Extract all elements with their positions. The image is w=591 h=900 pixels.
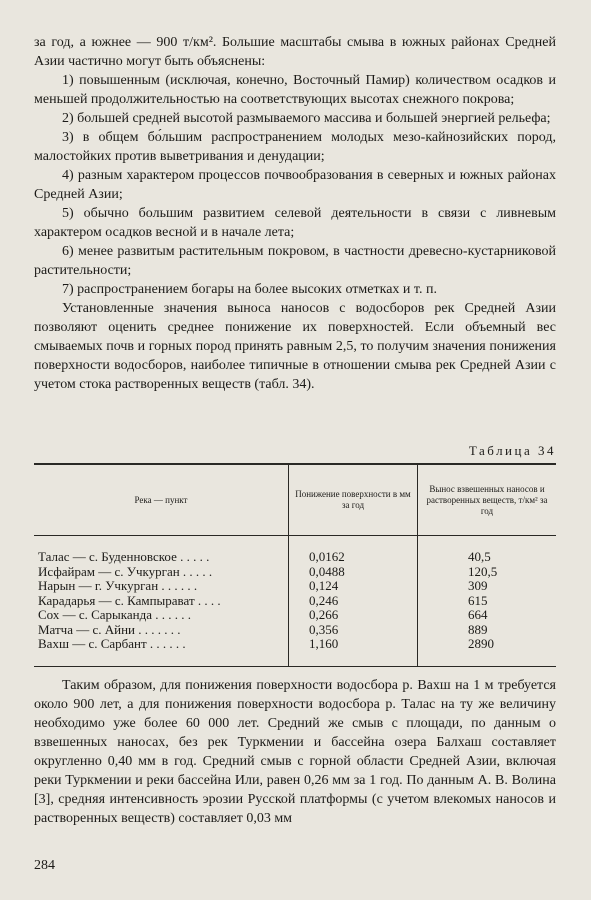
table-row <box>34 579 556 594</box>
table-row <box>34 608 556 623</box>
cell-yield: 664 <box>418 608 557 623</box>
table-34 <box>34 463 556 667</box>
page-number: 284 <box>34 858 55 873</box>
table-row <box>34 623 556 638</box>
list-item: 2) большей средней высотой размываемого массива и большей энергией рельефа; <box>62 111 551 126</box>
cell-river: Вахш — с. Сарбант . . . . . . <box>38 637 186 651</box>
header-river: Река — пункт <box>34 464 289 536</box>
cell-river: Талас — с. Буденновское . . . . . <box>38 549 210 564</box>
bottom-text-block <box>34 676 556 828</box>
cell-yield: 120,5 <box>418 565 557 580</box>
list-item: 4) разным характером процессов почвообразования в северных и южных районах Средней Азии; <box>34 168 556 202</box>
conclusion-paragraph: Таким образом, для понижения поверхности водосбора р. Вахш на 1 м требуется около 900 лет, а для понижения поверхности водосбора р. Талас на ту же величину необходимо уже более 60 000 лет. Средний же смыв с площади, по данным о взвешенных наносах, без рек Туркмении и бассейна озера Балхаш составляет округленно 0,40 мм в год. Средний смыв с горной области Средней Азии, включая реки Туркмении и реки бассейна Или, равен 0,26 мм за 1 год. По данным А. В. Волина [3], средняя интенсивность эрозии Русской платформы (с учетом влекомых наносов и растворенных веществ) составляет 0,03 мм <box>34 678 556 826</box>
data-table <box>34 463 556 667</box>
cell-river: Карадарья — с. Кампырават . . . . <box>38 593 221 608</box>
cell-yield: 40,5 <box>418 536 557 565</box>
cell-lowering: 0,356 <box>289 623 418 638</box>
middle-paragraph: Установленные значения выноса наносов с водосборов рек Средней Азии позволяют оценить среднее понижение их поверхностей. Если объемный вес смываемых почв и горных пород принять равным 2,5, то получим значения понижения поверхности водосборов, наиболее типичные в отношении смыва рек Средней Азии с учетом стока растворенных веществ (табл. 34). <box>34 301 556 392</box>
intro-paragraph: за год, а южнее — 900 т/км². Большие масштабы смыва в южных районах Средней Азии частично могут быть объяснены: <box>34 35 556 69</box>
list-item: 3) в общем бо́льшим распространением молодых мезо-кайнозийских пород, малостойких против выветривания и денудации; <box>34 130 556 164</box>
table-caption: Таблица 34 <box>468 443 556 458</box>
table-row <box>34 536 556 565</box>
list-item: 7) распространением богары на более высоких отметках и т. п. <box>62 282 437 297</box>
cell-lowering: 0,266 <box>289 608 418 623</box>
table-row <box>34 594 556 609</box>
list-item: 6) менее развитым растительным покровом, в частности древесно-кустарниковой растительности; <box>34 244 556 278</box>
cell-lowering: 0,124 <box>289 579 418 594</box>
cell-yield: 615 <box>418 594 557 609</box>
cell-lowering: 1,160 <box>289 637 418 666</box>
list-item: 5) обычно большим развитием селевой деятельности в связи с ливневым характером осадков весной и в начале лета; <box>34 206 556 240</box>
table-row <box>34 637 556 666</box>
cell-river: Сох — с. Сарыканда . . . . . . <box>38 608 192 622</box>
header-lowering: Понижение поверхности в мм за год <box>289 464 418 536</box>
header-yield: Вынос взвешенных наносов и растворенных веществ, т/км² за год <box>418 464 557 536</box>
cell-river: Исфайрам — с. Учкурган . . . . . <box>38 564 213 579</box>
cell-yield: 309 <box>418 579 557 594</box>
cell-yield: 2890 <box>418 637 557 666</box>
table-header-row <box>34 464 556 536</box>
cell-lowering: 0,0162 <box>289 536 418 565</box>
cell-lowering: 0,0488 <box>289 565 418 580</box>
cell-river: Матча — с. Айни . . . . . . . <box>38 622 181 637</box>
cell-river: Нарын — г. Учкурган . . . . . . <box>38 579 198 593</box>
cell-yield: 889 <box>418 623 557 638</box>
table-row <box>34 565 556 580</box>
list-item: 1) повышенным (исключая, конечно, Восточный Памир) количеством осадков и меньшей продолжительностью на соответствующих высотах снежного покрова; <box>34 73 556 107</box>
top-text-block <box>34 33 556 394</box>
cell-lowering: 0,246 <box>289 594 418 609</box>
